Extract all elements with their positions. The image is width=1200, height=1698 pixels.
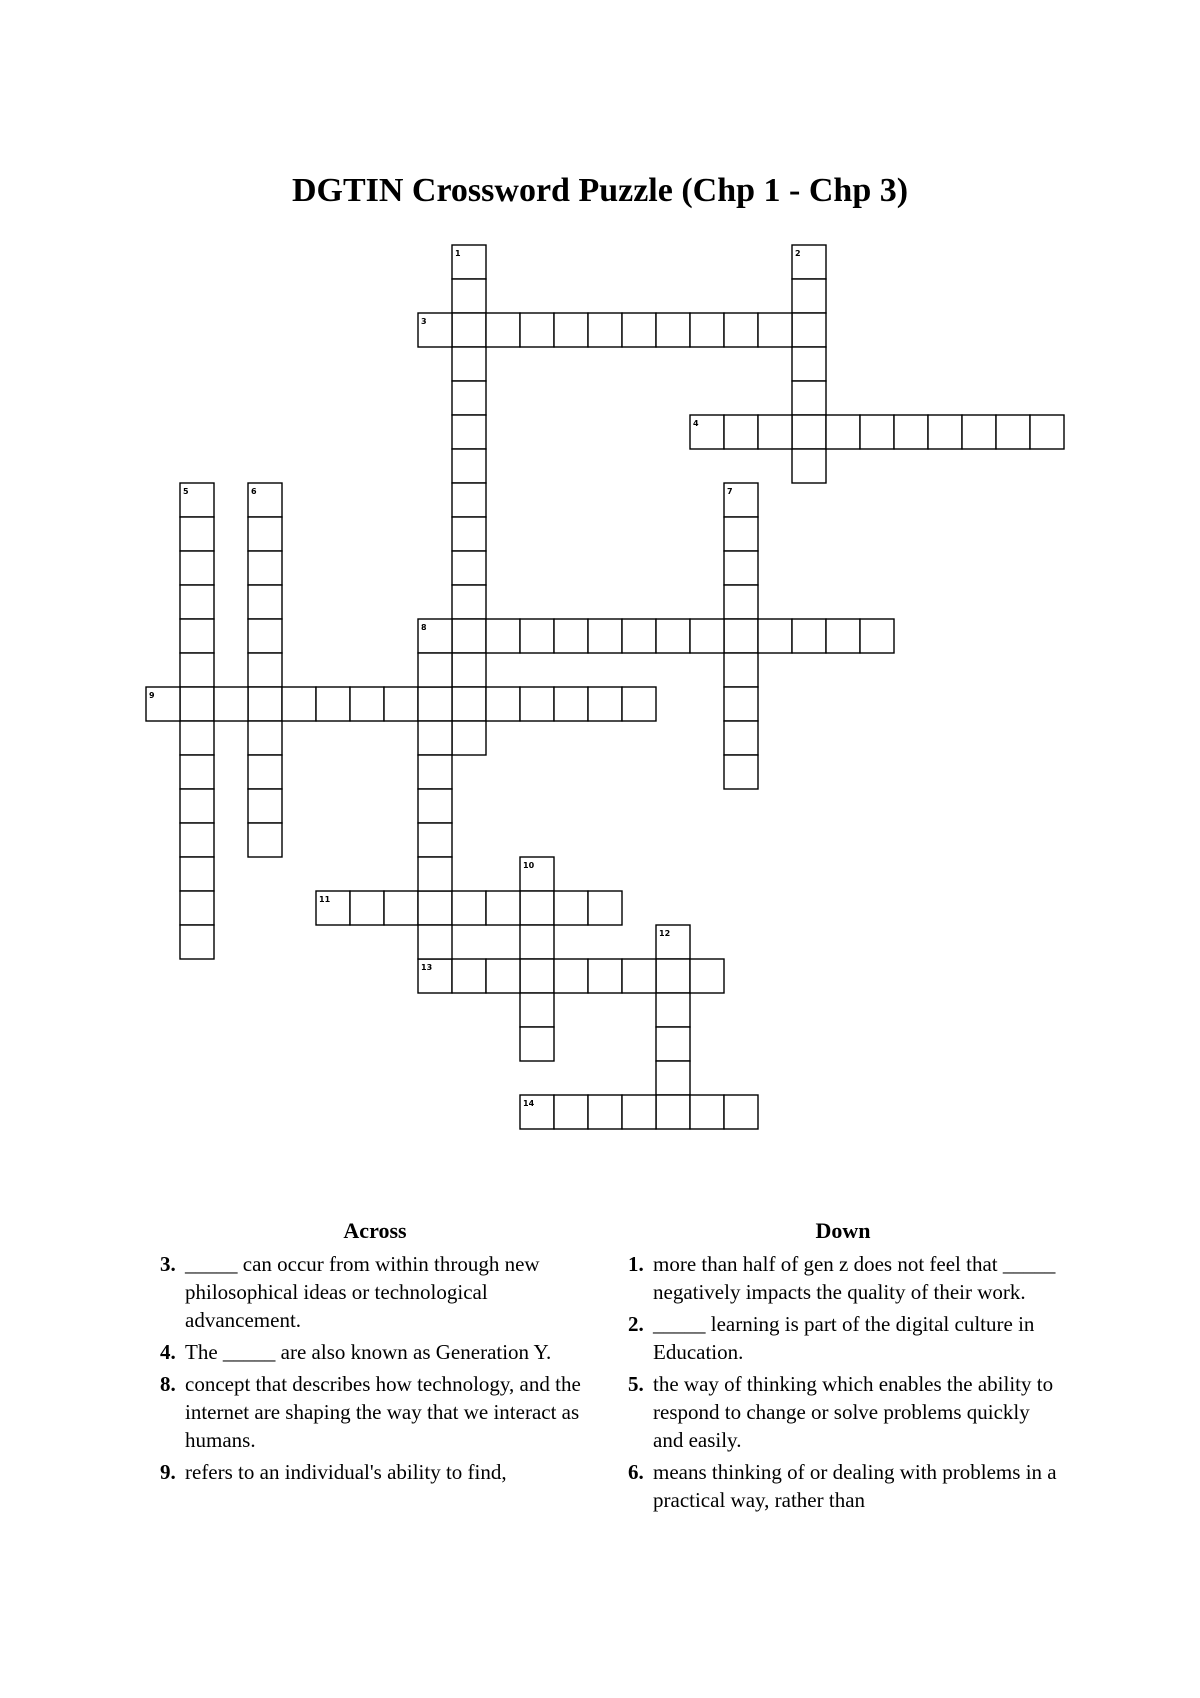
grid-cell[interactable]: [180, 687, 214, 721]
clue-number-label: 12: [659, 929, 671, 938]
grid-cell[interactable]: [180, 721, 214, 755]
grid-cell[interactable]: [656, 959, 690, 993]
grid-cell[interactable]: [180, 517, 214, 551]
clue-text: more than half of gen z does not feel that _____ negatively impacts the quality of their work.: [653, 1252, 1056, 1304]
clue-number-label: 5: [183, 487, 189, 496]
clue-number-label: 8: [421, 623, 427, 632]
down-clue: [628, 1370, 1058, 1454]
grid-cell[interactable]: [180, 619, 214, 653]
clue-text: _____ can occur from within through new philosophical ideas or technological advancement.: [185, 1252, 540, 1332]
grid-cell[interactable]: [554, 1095, 588, 1129]
grid-cell[interactable]: [724, 313, 758, 347]
grid-cell[interactable]: [690, 1095, 724, 1129]
grid-cell[interactable]: [690, 959, 724, 993]
grid-cell[interactable]: [384, 687, 418, 721]
grid-cell[interactable]: [180, 857, 214, 891]
grid-cell[interactable]: [418, 891, 452, 925]
grid-cell[interactable]: [350, 687, 384, 721]
clue-number: 8.: [160, 1372, 176, 1396]
grid-cell[interactable]: [180, 551, 214, 585]
grid-cell[interactable]: [724, 721, 758, 755]
grid-cell[interactable]: [554, 959, 588, 993]
grid-cell[interactable]: [690, 619, 724, 653]
grid-cell[interactable]: [826, 619, 860, 653]
grid-cell[interactable]: [248, 687, 282, 721]
clue-number-label: 1: [455, 249, 461, 258]
grid-cell[interactable]: [180, 585, 214, 619]
grid-cell[interactable]: [724, 415, 758, 449]
grid-cell[interactable]: [180, 925, 214, 959]
clue-number: 3.: [160, 1252, 176, 1276]
grid-cell[interactable]: [248, 653, 282, 687]
grid-cell[interactable]: [588, 313, 622, 347]
grid-cell[interactable]: [214, 687, 248, 721]
grid-cell[interactable]: [656, 1095, 690, 1129]
grid-cell[interactable]: [248, 517, 282, 551]
clue-number-label: 13: [421, 963, 433, 972]
grid-cell[interactable]: [282, 687, 316, 721]
grid-cell[interactable]: [588, 1095, 622, 1129]
grid-cell[interactable]: [248, 823, 282, 857]
grid-cell[interactable]: [792, 279, 826, 313]
grid-cell[interactable]: [554, 619, 588, 653]
grid-cell[interactable]: [554, 687, 588, 721]
grid-cell[interactable]: [792, 415, 826, 449]
across-clues: [160, 1218, 590, 1490]
grid-cell[interactable]: [554, 891, 588, 925]
clue-number: 5.: [628, 1372, 644, 1396]
grid-cell[interactable]: [520, 925, 554, 959]
clue-number-label: 11: [319, 895, 331, 904]
grid-cell[interactable]: [486, 891, 520, 925]
grid-cell[interactable]: [384, 891, 418, 925]
grid-cell[interactable]: [180, 891, 214, 925]
grid-cell[interactable]: [452, 483, 486, 517]
grid-cell[interactable]: [452, 517, 486, 551]
grid-cell[interactable]: [180, 823, 214, 857]
grid-cell[interactable]: [724, 551, 758, 585]
grid-cell[interactable]: [724, 687, 758, 721]
grid-cell[interactable]: [418, 925, 452, 959]
grid-cell[interactable]: [452, 415, 486, 449]
grid-cell[interactable]: [248, 551, 282, 585]
grid-cell[interactable]: [418, 687, 452, 721]
down-clue: [628, 1250, 1058, 1306]
grid-cell[interactable]: [248, 755, 282, 789]
across-heading: Across: [343, 1218, 407, 1243]
grid-cell[interactable]: [452, 347, 486, 381]
grid-cell[interactable]: [180, 789, 214, 823]
down-clues: [628, 1218, 1058, 1518]
grid-cell[interactable]: [826, 415, 860, 449]
grid-cell[interactable]: [724, 585, 758, 619]
clue-number: 1.: [628, 1252, 644, 1276]
grid-cell[interactable]: [860, 619, 894, 653]
grid-cell[interactable]: [452, 721, 486, 755]
grid-cell[interactable]: [248, 721, 282, 755]
grid-cell[interactable]: [486, 619, 520, 653]
across-clue: [160, 1338, 590, 1366]
grid-cell[interactable]: [418, 857, 452, 891]
grid-cell[interactable]: [180, 653, 214, 687]
grid-cell[interactable]: [452, 959, 486, 993]
grid-cell[interactable]: [724, 653, 758, 687]
grid-cell[interactable]: [656, 993, 690, 1027]
grid-cell[interactable]: [656, 1027, 690, 1061]
grid-cell[interactable]: [758, 313, 792, 347]
grid-cell[interactable]: [792, 619, 826, 653]
grid-cell[interactable]: [724, 517, 758, 551]
grid-cell[interactable]: [588, 891, 622, 925]
grid-cell[interactable]: [758, 415, 792, 449]
grid-cell[interactable]: [520, 619, 554, 653]
grid-cell[interactable]: [928, 415, 962, 449]
grid-cell[interactable]: [316, 687, 350, 721]
clue-text: means thinking of or dealing with problems in a practical way, rather than: [653, 1460, 1057, 1512]
grid-cell[interactable]: [656, 313, 690, 347]
grid-cell[interactable]: [520, 687, 554, 721]
grid-cell[interactable]: [588, 687, 622, 721]
grid-cell[interactable]: [520, 891, 554, 925]
page-title: DGTIN Crossword Puzzle (Chp 1 - Chp 3): [291, 172, 909, 209]
clue-number: 2.: [628, 1312, 644, 1336]
grid-cell[interactable]: [486, 687, 520, 721]
grid-cell[interactable]: [724, 755, 758, 789]
clue-text: The _____ are also known as Generation Y.: [185, 1340, 552, 1364]
grid-cell[interactable]: [350, 891, 384, 925]
down-heading: Down: [815, 1218, 871, 1243]
grid-cell[interactable]: [418, 789, 452, 823]
clue-number-label: 7: [727, 487, 733, 496]
grid-cell[interactable]: [792, 313, 826, 347]
grid-cell[interactable]: [554, 313, 588, 347]
across-clue: [160, 1250, 590, 1334]
grid-cell[interactable]: [452, 279, 486, 313]
clue-number-label: 9: [149, 691, 155, 700]
clue-number: 9.: [160, 1460, 176, 1484]
grid-cell[interactable]: [452, 619, 486, 653]
clue-text: refers to an individual's ability to find,: [185, 1460, 507, 1484]
clue-text: concept that describes how technology, and the internet are shaping the way that we interact as humans.: [185, 1372, 581, 1452]
grid-cell[interactable]: [418, 823, 452, 857]
clue-number-label: 3: [421, 317, 427, 326]
grid-cell[interactable]: [452, 653, 486, 687]
clue-number-label: 6: [251, 487, 257, 496]
across-clue: [160, 1370, 590, 1454]
clue-number: 6.: [628, 1460, 644, 1484]
grid-cell[interactable]: [452, 585, 486, 619]
grid-cell[interactable]: [452, 687, 486, 721]
grid-cell[interactable]: [452, 891, 486, 925]
clue-text: _____ learning is part of the digital culture in Education.: [653, 1312, 1035, 1364]
grid-cell[interactable]: [656, 1061, 690, 1095]
down-clue: [628, 1458, 1058, 1514]
clue-number: 4.: [160, 1340, 176, 1364]
clue-text: the way of thinking which enables the ability to respond to change or solve problems quickly and easily.: [653, 1372, 1054, 1452]
grid-cell[interactable]: [962, 415, 996, 449]
grid-cell[interactable]: [996, 415, 1030, 449]
grid-cell[interactable]: [486, 313, 520, 347]
clue-number-label: 10: [523, 861, 535, 870]
grid-cell[interactable]: [520, 1027, 554, 1061]
grid-cell[interactable]: [418, 721, 452, 755]
grid-cell[interactable]: [418, 755, 452, 789]
grid-cell[interactable]: [792, 449, 826, 483]
grid-cell[interactable]: [622, 959, 656, 993]
clue-number-label: 2: [795, 249, 801, 258]
grid-cell[interactable]: [248, 585, 282, 619]
grid-cell[interactable]: [520, 959, 554, 993]
grid-cell[interactable]: [248, 789, 282, 823]
across-clue: [160, 1458, 590, 1486]
grid-cell[interactable]: [724, 1095, 758, 1129]
grid-cell[interactable]: [452, 313, 486, 347]
grid-cell[interactable]: [588, 959, 622, 993]
grid-cell[interactable]: [452, 381, 486, 415]
grid-cell[interactable]: [622, 619, 656, 653]
grid-cell[interactable]: [588, 619, 622, 653]
grid-cell[interactable]: [622, 687, 656, 721]
grid-cell[interactable]: [180, 755, 214, 789]
clue-number-label: 4: [693, 419, 699, 428]
grid-cell[interactable]: [724, 619, 758, 653]
grid-cell[interactable]: [656, 619, 690, 653]
clue-number-label: 14: [523, 1099, 535, 1108]
grid-cell[interactable]: [486, 959, 520, 993]
grid-cell[interactable]: [860, 415, 894, 449]
down-clue: [628, 1310, 1058, 1366]
grid-cell[interactable]: [758, 619, 792, 653]
grid-cell[interactable]: [248, 619, 282, 653]
grid-cell[interactable]: [452, 551, 486, 585]
grid-cell[interactable]: [792, 381, 826, 415]
grid-cell[interactable]: [520, 993, 554, 1027]
grid-cell[interactable]: [418, 653, 452, 687]
grid-cell[interactable]: [452, 449, 486, 483]
grid-cell[interactable]: [520, 313, 554, 347]
grid-cell[interactable]: [622, 313, 656, 347]
grid-cell[interactable]: [1030, 415, 1064, 449]
grid-cell[interactable]: [894, 415, 928, 449]
grid-cell[interactable]: [622, 1095, 656, 1129]
grid-cell[interactable]: [792, 347, 826, 381]
grid-cell[interactable]: [690, 313, 724, 347]
